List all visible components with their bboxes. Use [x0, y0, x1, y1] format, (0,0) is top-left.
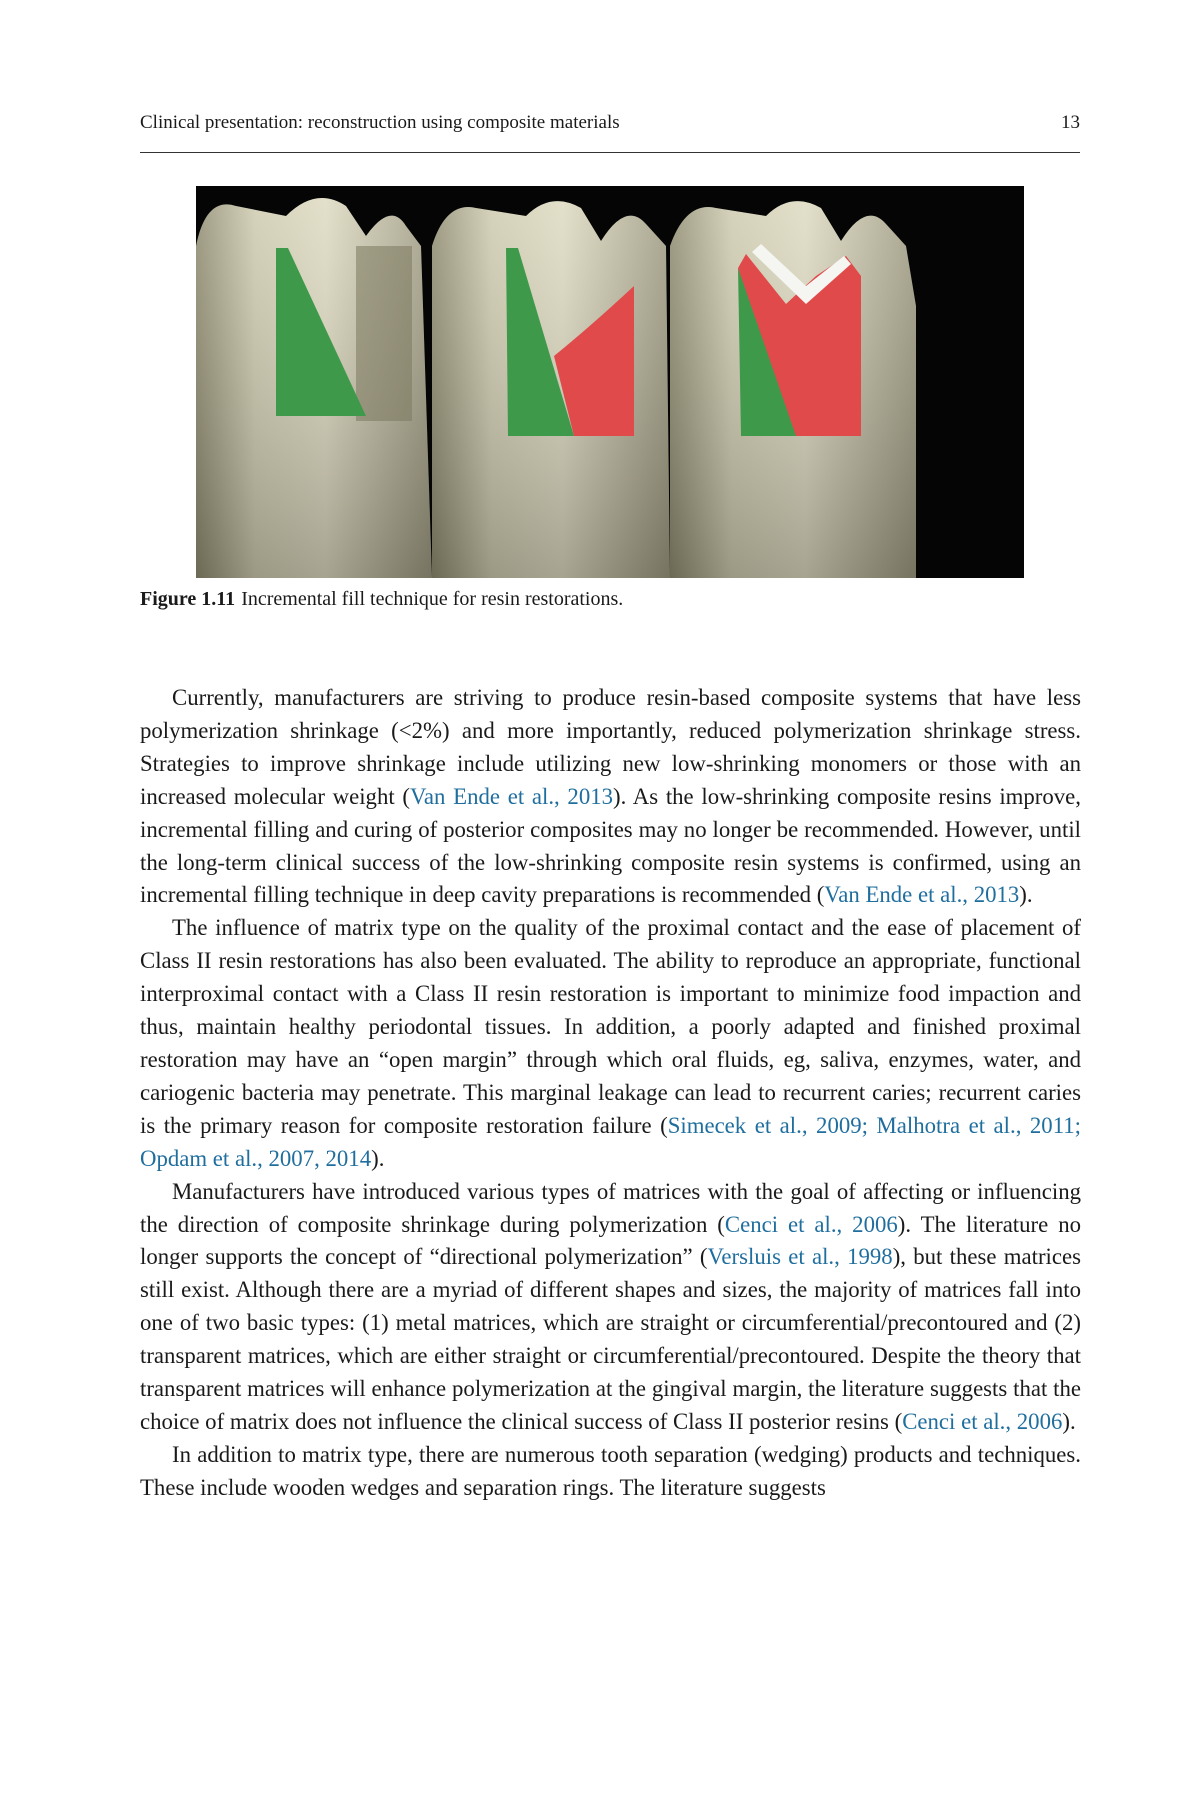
- page-number: 13: [1061, 112, 1080, 133]
- text-run: ). As the low-shrinking composite resins improve, incremental filling and curing of posterior composites may no longer be recommended. However, until the long-term clinical success of the low-shrinking composite resin systems is confirmed, using an incremental filling technique in deep cavity preparations is recommended (: [140, 783, 1081, 908]
- tooth-panel-3: [670, 201, 916, 578]
- citation-link[interactable]: Cenci et al., 2006: [902, 1408, 1063, 1434]
- figure-caption-text: Incremental fill technique for resin restorations.: [241, 588, 624, 610]
- paragraph: [140, 682, 1081, 912]
- text-run: In addition to matrix type, there are numerous tooth separation (wedging) products and techniques. These include wooden wedges and separation rings. The literature suggests: [140, 1441, 1081, 1500]
- tooth-photo-illustration: [196, 186, 1024, 578]
- tooth-panel-1: [196, 198, 432, 578]
- paragraph: [140, 1439, 1081, 1505]
- text-run: ). The literature no longer supports the concept of “directional polymerization” (: [140, 1211, 1081, 1270]
- tooth-panel-2: [432, 201, 670, 578]
- figure-photo: [196, 186, 1024, 578]
- text-run: ).: [1019, 882, 1033, 908]
- text-run: Currently, manufacturers are striving to produce resin-based composite systems that have less polymerization shrinkage (<2%) and more importantly, reduced polymerization shrinkage stress. Strategies to improve shrinkage include utilizing new low-shrinking monomers or those with an increased molecular weight (: [140, 685, 1081, 809]
- running-header-title: Clinical presentation: reconstruction using composite materials: [140, 112, 620, 133]
- running-header: [140, 112, 1080, 153]
- figure-label: Figure 1.11: [140, 588, 236, 610]
- citation-link[interactable]: Versluis et al., 1998: [707, 1244, 893, 1270]
- text-run: Manufacturers have introduced various types of matrices with the goal of affecting or influencing the direction of composite shrinkage during polymerization (: [140, 1178, 1081, 1237]
- paragraph: [140, 1176, 1081, 1439]
- text-run: ), but these matrices still exist. Although there are a myriad of different shapes and sizes, the majority of matrices fall into one of two basic types: (1) metal matrices, which are straight or circumferential/precontoured and (2) transparent matrices, which are either straight or circumferential/precontoured. Despite the theory that transparent matrices will enhance polymerization at the gingival margin, the literature suggests that the choice of matrix does not influence the clinical success of Class II posterior resins (: [140, 1244, 1082, 1434]
- figure-caption: [140, 588, 623, 611]
- text-run: ).: [371, 1145, 385, 1171]
- citation-link[interactable]: Van Ende et al., 2013: [409, 783, 614, 809]
- text-run: ).: [1062, 1408, 1076, 1434]
- citation-link[interactable]: Simecek et al., 2009; Malhotra et al., 2011; Opdam et al., 2007, 2014: [140, 1112, 1081, 1171]
- citation-link[interactable]: Cenci et al., 2006: [724, 1211, 898, 1237]
- citation-link[interactable]: Van Ende et al., 2013: [824, 882, 1020, 908]
- body-text: [140, 682, 1081, 1505]
- paragraph: [140, 912, 1081, 1175]
- text-run: The influence of matrix type on the quality of the proximal contact and the ease of placement of Class II resin restorations has also been evaluated. The ability to reproduce an appropriate, functional interproximal contact with a Class II resin restoration is important to minimize food impaction and thus, maintain healthy periodontal tissues. In addition, a poorly adapted and finished proximal restoration may have an “open margin” through which oral fluids, eg, saliva, enzymes, water, and cariogenic bacteria may penetrate. This marginal leakage can lead to recurrent caries; recurrent caries is the primary reason for composite restoration failure (: [140, 915, 1081, 1138]
